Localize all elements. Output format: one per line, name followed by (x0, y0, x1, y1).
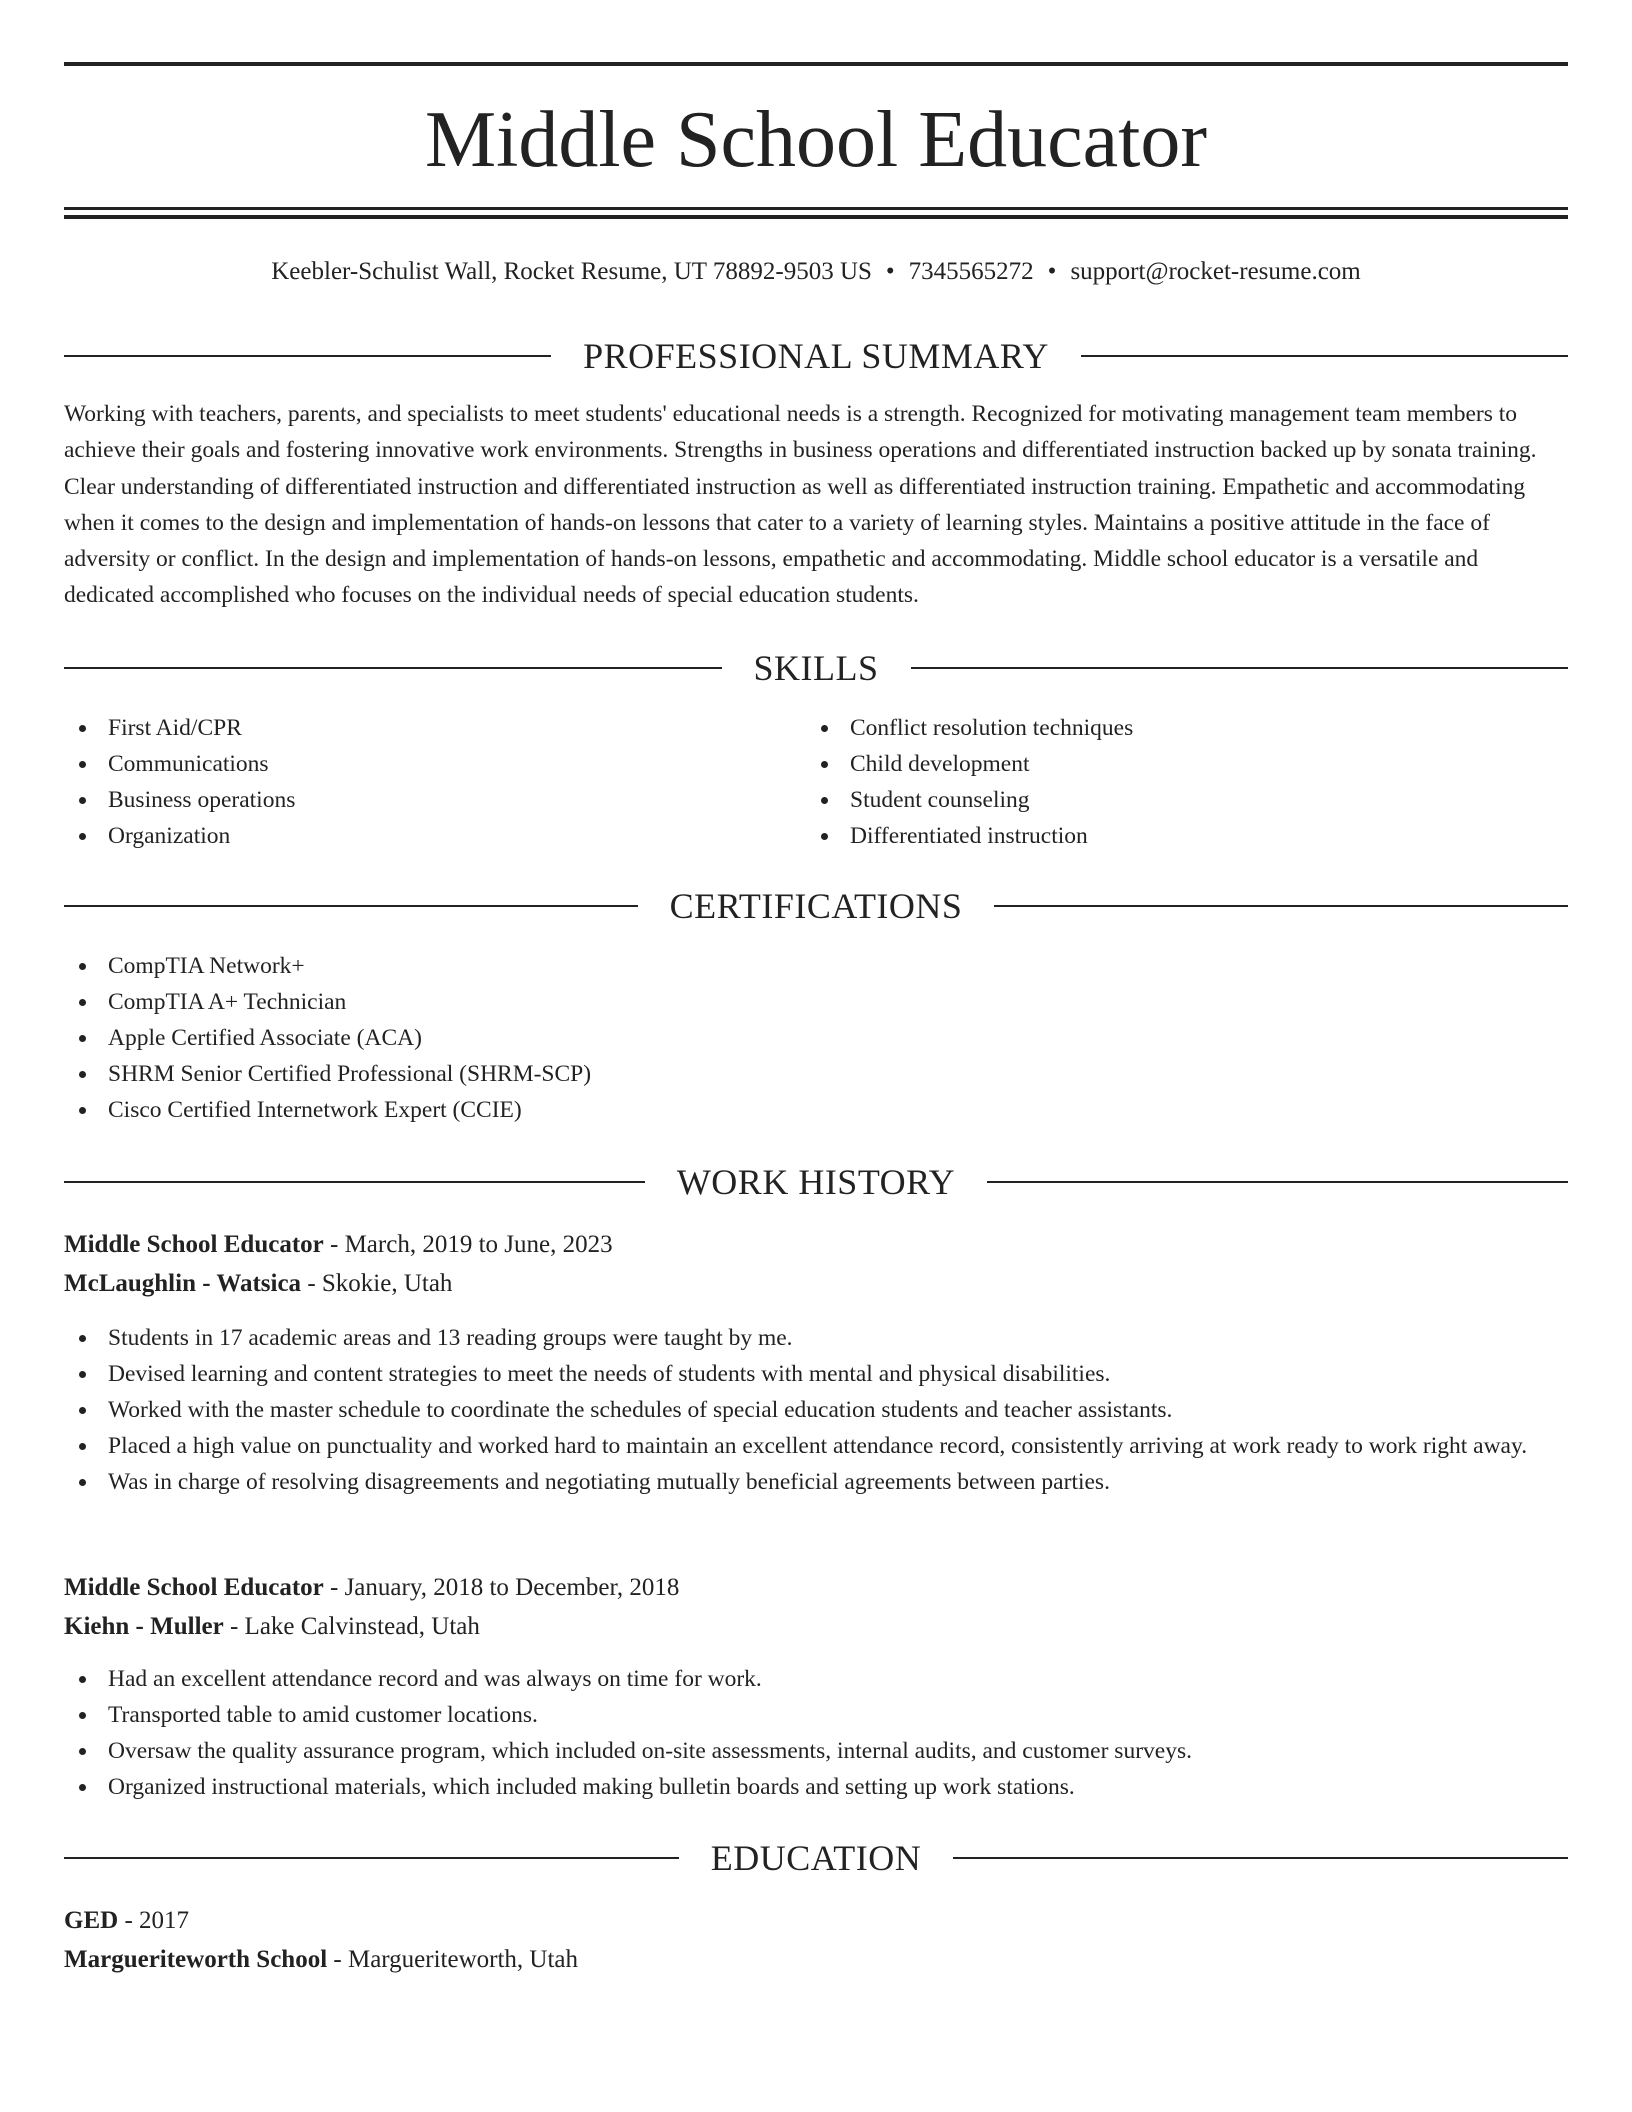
job-title-line (64, 1570, 1568, 1606)
job-role: Middle School Educator (64, 1574, 324, 1601)
heading-rule (64, 355, 551, 357)
skill-item: Differentiated instruction (806, 818, 1566, 854)
job-location: - Lake Calvinstead, Utah (223, 1613, 480, 1640)
education-degree-line (64, 1903, 1568, 1939)
heading-rule (994, 905, 1568, 907)
contact-separator: • (1047, 258, 1057, 285)
skill-item: Business operations (64, 782, 804, 818)
section-heading-skills (64, 648, 1568, 688)
section-title: CERTIFICATIONS (669, 886, 963, 926)
job-bullet: Placed a high value on punctuality and worked hard to maintain an excellent attendance record, consistently arriving at work ready to work right away. (64, 1428, 1568, 1464)
certifications-list (64, 948, 1568, 1128)
job-bullet: Devised learning and content strategies to meet the needs of students with mental and physical disabilities. (64, 1356, 1568, 1392)
job-title-line (64, 1227, 1568, 1263)
heading-rule (64, 905, 638, 907)
heading-rule (1081, 355, 1568, 357)
heading-rule (64, 1181, 645, 1183)
contact-email: support@rocket-resume.com (1070, 258, 1361, 285)
skills-list-left (64, 710, 804, 854)
job-bullets (64, 1320, 1568, 1500)
heading-rule (64, 667, 722, 669)
section-heading-work-history (64, 1162, 1568, 1202)
education-year: - 2017 (118, 1907, 190, 1934)
job-bullet: Students in 17 academic areas and 13 reading groups were taught by me. (64, 1320, 1568, 1356)
skill-item: Student counseling (806, 782, 1566, 818)
heading-rule (911, 667, 1569, 669)
education-location: - Margueriteworth, Utah (327, 1946, 578, 1973)
section-title: SKILLS (753, 648, 879, 688)
section-title: PROFESSIONAL SUMMARY (583, 336, 1049, 376)
header-rule (64, 215, 1568, 219)
job-bullet: Transported table to amid customer locations. (64, 1697, 1568, 1733)
certification-item: CompTIA Network+ (64, 948, 1568, 984)
job-employer-line (64, 1609, 1568, 1645)
skill-item: Communications (64, 746, 804, 782)
contact-phone: 7345565272 (908, 258, 1034, 285)
section-heading-summary (64, 336, 1568, 376)
skill-item: Child development (806, 746, 1566, 782)
section-heading-certifications (64, 886, 1568, 926)
job-employer: Kiehn - Muller (64, 1613, 224, 1640)
job-dates: - March, 2019 to June, 2023 (323, 1231, 613, 1258)
skill-item: First Aid/CPR (64, 710, 804, 746)
certification-item: CompTIA A+ Technician (64, 984, 1568, 1020)
job-bullet: Was in charge of resolving disagreements and negotiating mutually beneficial agreements between parties. (64, 1464, 1568, 1500)
education-school-line (64, 1942, 1568, 1978)
contact-address: Keebler-Schulist Wall, Rocket Resume, UT 78892-9503 US (271, 258, 872, 285)
job-role: Middle School Educator (64, 1231, 324, 1258)
job-bullet: Worked with the master schedule to coordinate the schedules of special education students and teacher assistants. (64, 1392, 1568, 1428)
section-title: EDUCATION (710, 1838, 922, 1878)
job-dates: - January, 2018 to December, 2018 (323, 1574, 680, 1601)
heading-rule (64, 1857, 679, 1859)
contact-separator: • (885, 258, 895, 285)
resume-name: Middle School Educator (424, 96, 1208, 184)
job-location: - Skokie, Utah (301, 1270, 453, 1297)
header-rule (64, 207, 1568, 210)
skill-item: Organization (64, 818, 804, 854)
skill-item: Conflict resolution techniques (806, 710, 1566, 746)
certification-item: Apple Certified Associate (ACA) (64, 1020, 1568, 1056)
section-title: WORK HISTORY (676, 1162, 956, 1202)
top-rule (64, 62, 1568, 66)
summary-text: Working with teachers, parents, and specialists to meet students' educational needs is a strength. Recognized for motivating management team members to achieve their goals and fostering innovative work environments. Strengths in business operations and differentiated instruction backed up by sonata training. Clear understanding of differentiated instruction and differentiated instruction as well as differentiated instruction training. Empathetic and accommodating when it comes to the design and implementation of hands-on lessons that cater to a variety of learning styles. Maintains a positive attitude in the face of adversity or conflict. In the design and implementation of hands-on lessons, empathetic and accommodating. Middle school educator is a versatile and dedicated accomplished who focuses on the individual needs of special education students. (64, 401, 1537, 609)
job-bullet: Had an excellent attendance record and was always on time for work. (64, 1661, 1568, 1697)
education-school: Margueriteworth School (64, 1946, 328, 1973)
job-bullets (64, 1661, 1568, 1805)
certification-item: Cisco Certified Internetwork Expert (CCIE) (64, 1092, 1568, 1128)
contact-line (64, 255, 1568, 289)
section-heading-education (64, 1838, 1568, 1878)
education-degree: GED (64, 1907, 119, 1934)
heading-rule (953, 1857, 1568, 1859)
job-employer-line (64, 1266, 1568, 1302)
job-employer: McLaughlin - Watsica (64, 1270, 302, 1297)
job-bullet: Oversaw the quality assurance program, which included on-site assessments, internal audits, and customer surveys. (64, 1733, 1568, 1769)
certification-item: SHRM Senior Certified Professional (SHRM-SCP) (64, 1056, 1568, 1092)
job-bullet: Organized instructional materials, which included making bulletin boards and setting up work stations. (64, 1769, 1568, 1805)
heading-rule (987, 1181, 1568, 1183)
skills-list-right (806, 710, 1566, 854)
